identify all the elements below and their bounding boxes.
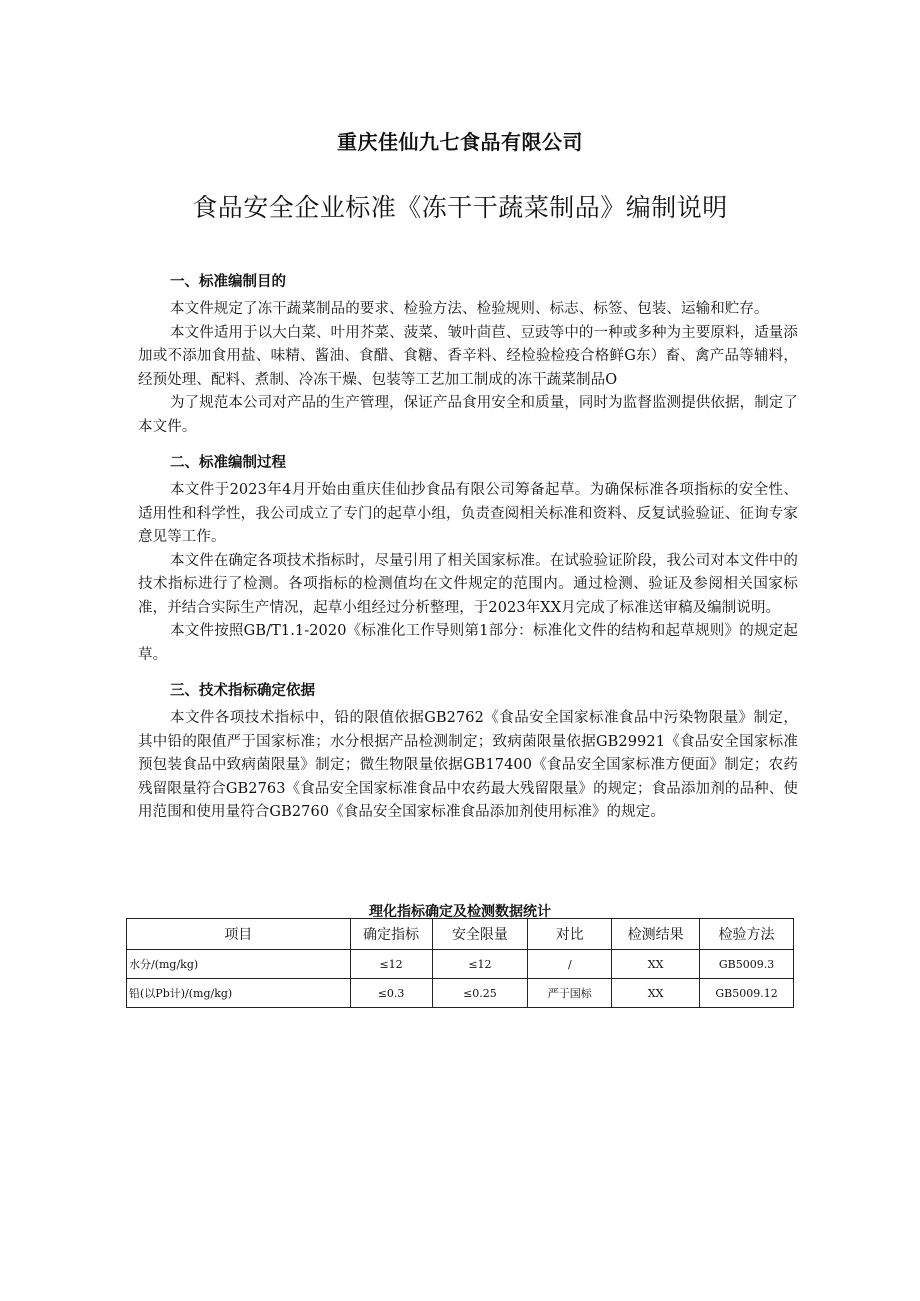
table-cell: ≤0.3 xyxy=(350,979,432,1008)
header-cell: 安全限量 xyxy=(432,919,528,950)
paragraph: 为了规范本公司对产品的生产管理，保证产品食用安全和质量，同时为监督监测提供依据，制定了本文件。 xyxy=(138,395,798,435)
table-row xyxy=(127,979,794,1008)
table-cell: ≤12 xyxy=(432,950,528,979)
table-cell: XX xyxy=(612,979,700,1008)
table-header-row xyxy=(127,919,794,950)
table-caption: 理化指标确定及检测数据统计 xyxy=(369,904,551,920)
section-heading: 三、技术指标确定依据 xyxy=(170,683,315,699)
table-cell: 水分/(mg/kg) xyxy=(127,950,351,979)
table-cell: ≤12 xyxy=(350,950,432,979)
section-heading: 一、标准编制目的 xyxy=(170,274,286,290)
paragraph: 本文件于2023年4月开始由重庆佳仙抄食品有限公司筹备起草。为确保标准各项指标的安全性、适用性和科学性，我公司成立了专门的起草小组，负责查阅相关标准和资料、反复试验验证、征询专家意见等工作。 xyxy=(138,482,798,545)
table-cell: GB5009.3 xyxy=(700,950,794,979)
section-process xyxy=(138,453,798,667)
paragraph: 本文件在确定各项技术指标时，尽量引用了相关国家标准。在试验验证阶段，我公司对本文件中的技术指标进行了检测。各项指标的检测值均在文件规定的范围内。通过检测、验证及参阅相关国家标准，并结合实际生产情况，起草小组经过分析整理，于2023年XX月完成了标准送审稿及编制说明。 xyxy=(138,552,798,616)
paragraph: 本文件各项技术指标中，铅的限值依据GB2762《食品安全国家标准食品中污染物限量》制定，其中铅的限值严于国家标准；水分根据产品检测制定；致病菌限量依据GB29921《食品安全国家标准预包装食品中致病菌限量》制定；微生物限量依据GB17400《食品安全国家标准方便面》制定；农药残留限量符合GB2763《食品安全国家标准食品中农药最大残留限量》的规定；食品添加剂的品种、使用范围和使用量符合GB2760《食品安全国家标准食品添加剂使用标准》的规定。 xyxy=(138,710,798,820)
paragraph: 本文件适用于以大白菜、叶用芥菜、菠菜、皱叶茴苣、豆豉等中的一种或多种为主要原料，适量添加或不添加食用盐、味精、酱油、食醋、食糖、香辛料、经检验检疫合格鲜G东）畜、禽产品等辅料，经预处理、配料、煮制、冷冻干燥、包装等工艺加工制成的冻干蔬菜制品O xyxy=(138,324,798,388)
table-cell: XX xyxy=(612,950,700,979)
header-cell: 项目 xyxy=(127,919,351,950)
header-cell: 确定指标 xyxy=(350,919,432,950)
document-title: 食品安全企业标准《冻干干蔬菜制品》编制说明 xyxy=(192,193,728,222)
section-purpose xyxy=(138,272,798,439)
table-cell: ≤0.25 xyxy=(432,979,528,1008)
header-cell: 检验方法 xyxy=(700,919,794,950)
header-cell: 对比 xyxy=(528,919,612,950)
header-cell: 检测结果 xyxy=(612,919,700,950)
section-heading: 二、标准编制过程 xyxy=(170,455,286,471)
company-name: 重庆佳仙九七食品有限公司 xyxy=(337,130,583,154)
table-cell: GB5009.12 xyxy=(700,979,794,1008)
paragraph: 本文件规定了冻干蔬菜制品的要求、检验方法、检验规则、标志、标签、包装、运输和贮存。 xyxy=(170,301,769,317)
document-body xyxy=(138,272,798,839)
indicator-table xyxy=(126,918,794,1008)
table-cell: 严于国标 xyxy=(528,979,612,1008)
table-cell: 铅(以Pb计)/(mg/kg) xyxy=(127,979,351,1008)
table-cell: / xyxy=(528,950,612,979)
section-basis xyxy=(138,681,798,825)
table-row xyxy=(127,950,794,979)
paragraph: 本文件按照GB/T1.1-2020《标准化工作导则第1部分：标准化文件的结构和起草规则》的规定起草。 xyxy=(138,623,798,663)
